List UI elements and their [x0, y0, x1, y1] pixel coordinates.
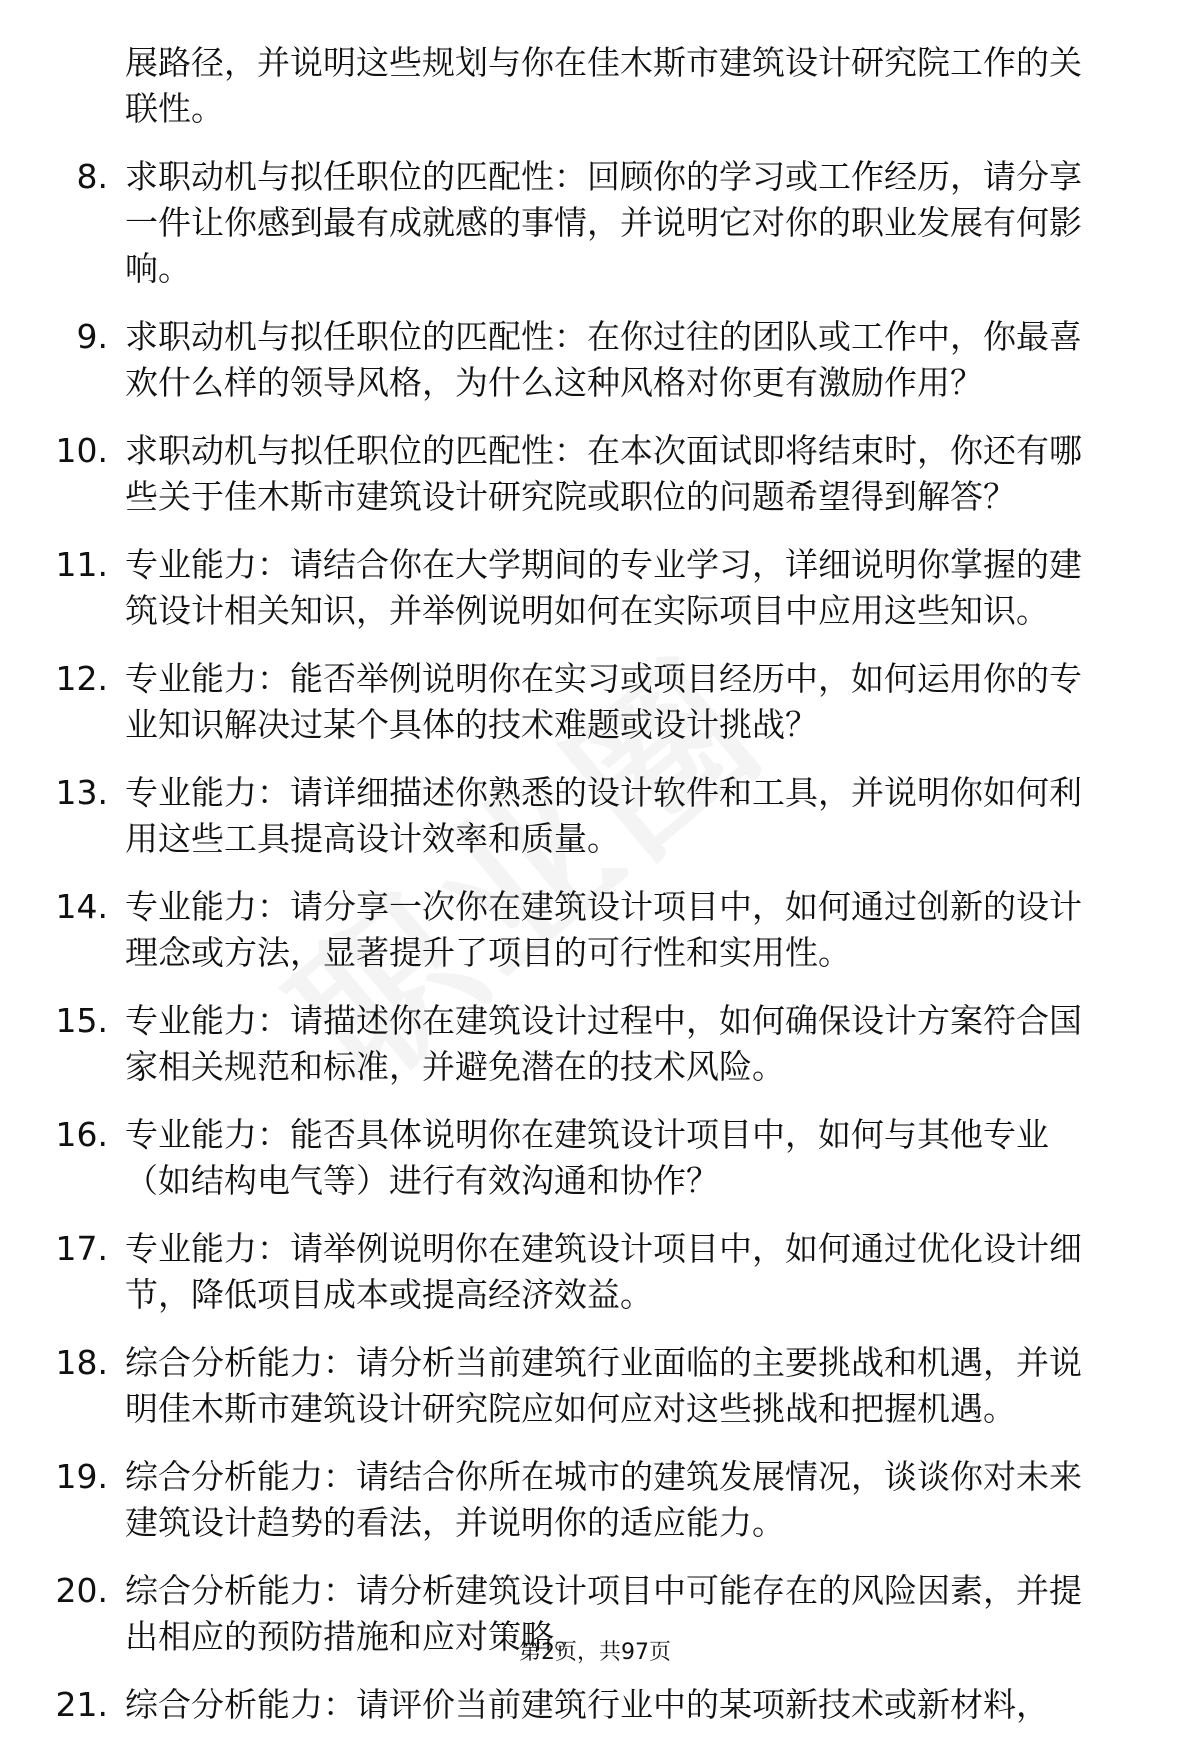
question-text: 综合分析能力：请评价当前建筑行业中的某项新技术或新材料，: [125, 1685, 1049, 1724]
question-item: [0, 656, 1190, 748]
continuation-paragraph: 展路径，并说明这些规划与你在佳木斯市建筑设计研究院工作的关联性。: [125, 43, 1082, 128]
question-number: 18.: [55, 1343, 108, 1382]
question-item: [0, 314, 1190, 406]
question-number: 11.: [55, 545, 108, 584]
question-text: 专业能力：请结合你在大学期间的专业学习，详细说明你掌握的建筑设计相关知识，并举例说明如何在实际项目中应用这些知识。: [125, 545, 1082, 630]
question-text: 求职动机与拟任职位的匹配性：回顾你的学习或工作经历，请分享一件让你感到最有成就感的事情，并说明它对你的职业发展有何影响。: [125, 157, 1082, 288]
question-number: 20.: [55, 1571, 108, 1610]
question-item: [0, 542, 1190, 634]
question-text: 综合分析能力：请分析当前建筑行业面临的主要挑战和机遇，并说明佳木斯市建筑设计研究院应如何应对这些挑战和把握机遇。: [125, 1343, 1082, 1428]
question-text: 专业能力：请分享一次你在建筑设计项目中，如何通过创新的设计理念或方法，显著提升了项目的可行性和实用性。: [125, 887, 1082, 972]
question-item: [0, 998, 1190, 1090]
question-text: 综合分析能力：请分析建筑设计项目中可能存在的风险因素，并提出相应的预防措施和应对策略。: [125, 1571, 1082, 1656]
question-text: 专业能力：请举例说明你在建筑设计项目中，如何通过优化设计细节，降低项目成本或提高经济效益。: [125, 1229, 1082, 1314]
question-item: [0, 428, 1190, 520]
question-item: [0, 1682, 1190, 1728]
question-number: 16.: [55, 1115, 108, 1154]
question-number: 17.: [55, 1229, 108, 1268]
question-text: 专业能力：能否具体说明你在建筑设计项目中，如何与其他专业（如结构电气等）进行有效沟通和协作？: [125, 1115, 1049, 1200]
question-item: [0, 1112, 1190, 1204]
question-number: 12.: [55, 659, 108, 698]
question-number: 10.: [55, 431, 108, 470]
question-item: [0, 1226, 1190, 1318]
question-number: 15.: [55, 1001, 108, 1040]
question-text: 求职动机与拟任职位的匹配性：在你过往的团队或工作中，你最喜欢什么样的领导风格，为什么这种风格对你更有激励作用？: [125, 317, 1082, 402]
question-text: 求职动机与拟任职位的匹配性：在本次面试即将结束时，你还有哪些关于佳木斯市建筑设计研究院或职位的问题希望得到解答？: [125, 431, 1082, 516]
question-list: [0, 154, 1190, 1728]
question-text: 专业能力：能否举例说明你在实习或项目经历中，如何运用你的专业知识解决过某个具体的技术难题或设计挑战？: [125, 659, 1082, 744]
question-item: [0, 154, 1190, 292]
question-number: 14.: [55, 887, 108, 926]
question-number: 13.: [55, 773, 108, 812]
question-text: 专业能力：请详细描述你熟悉的设计软件和工具，并说明你如何利用这些工具提高设计效率和质量。: [125, 773, 1082, 858]
question-item: [0, 884, 1190, 976]
question-number: 8.: [76, 157, 108, 196]
page-footer: 第2页，共97页: [519, 1640, 671, 1665]
question-item: [0, 770, 1190, 862]
question-text: 专业能力：请描述你在建筑设计过程中，如何确保设计方案符合国家相关规范和标准，并避免潜在的技术风险。: [125, 1001, 1082, 1086]
question-text: 综合分析能力：请结合你所在城市的建筑发展情况，谈谈你对未来建筑设计趋势的看法，并说明你的适应能力。: [125, 1457, 1082, 1542]
question-number: 21.: [55, 1685, 108, 1724]
question-number: 9.: [76, 317, 108, 356]
question-number: 19.: [55, 1457, 108, 1496]
document-body: [0, 40, 1190, 1750]
question-item: [0, 1340, 1190, 1432]
question-item: [0, 1454, 1190, 1546]
